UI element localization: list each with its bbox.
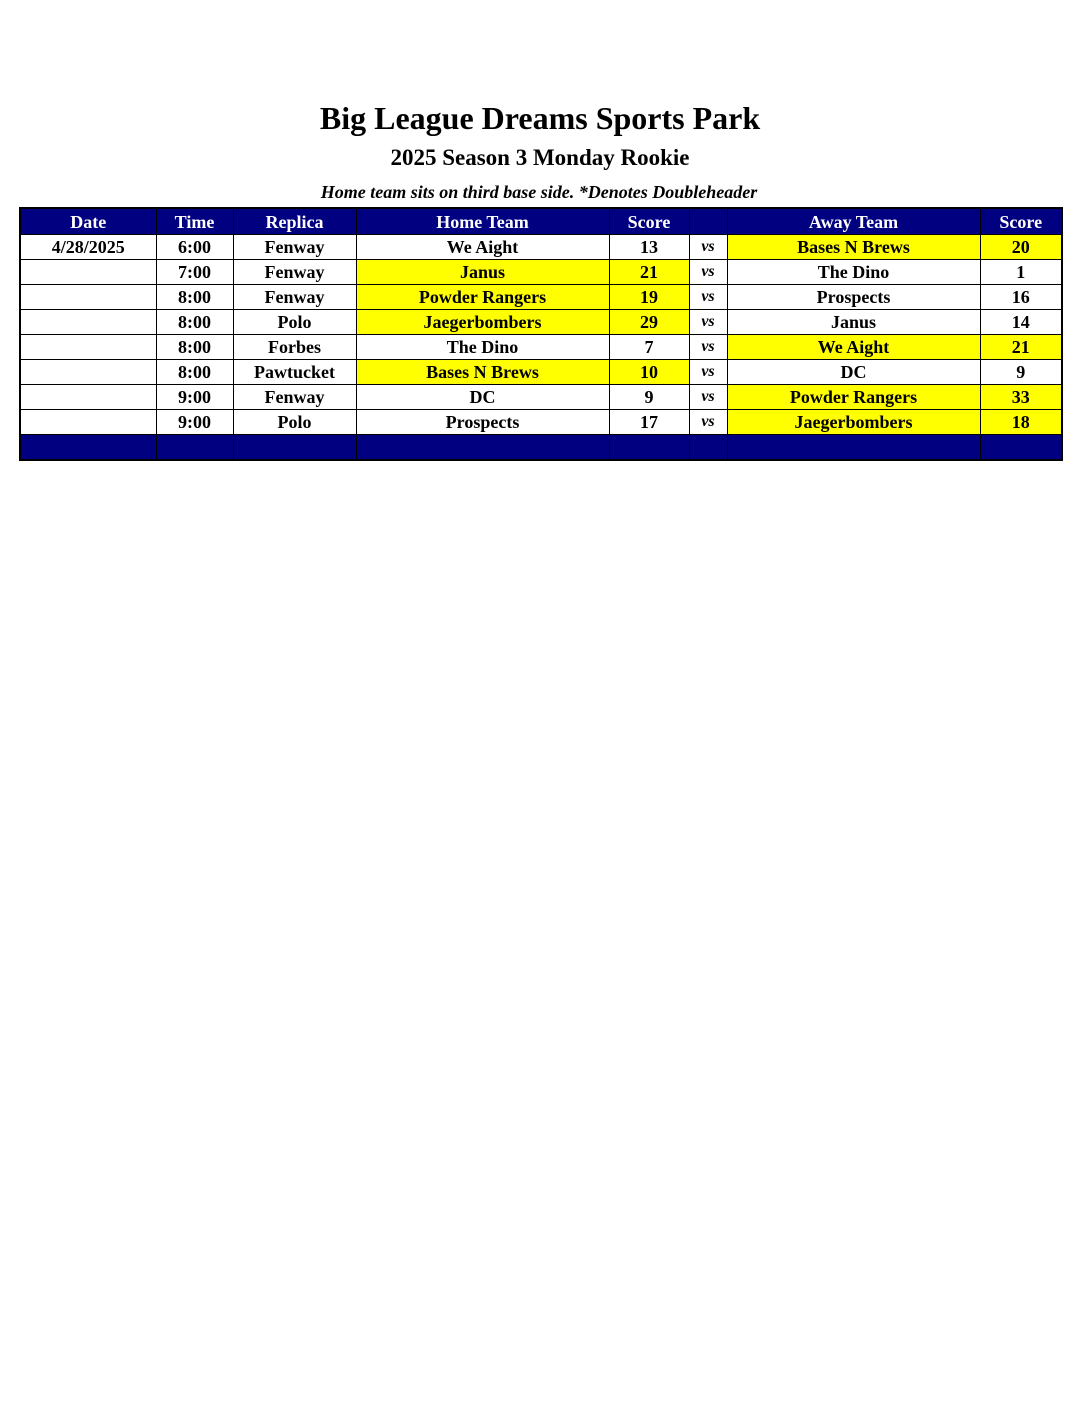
cell-home-score: 13 bbox=[609, 235, 689, 260]
cell-home-score: 9 bbox=[609, 385, 689, 410]
cell-away-team: The Dino bbox=[727, 260, 980, 285]
cell-vs: vs bbox=[689, 235, 727, 260]
cell-away-score: 14 bbox=[980, 310, 1062, 335]
schedule-table bbox=[19, 207, 1063, 461]
cell-date bbox=[20, 410, 156, 435]
page-subtitle: 2025 Season 3 Monday Rookie bbox=[390, 145, 690, 170]
cell-date: 4/28/2025 bbox=[20, 235, 156, 260]
footer-cell bbox=[233, 435, 356, 461]
cell-away-team: Prospects bbox=[727, 285, 980, 310]
table-row bbox=[20, 385, 1062, 410]
column-header-home-team: Home Team bbox=[356, 208, 609, 235]
page-title: Big League Dreams Sports Park bbox=[319, 100, 761, 136]
table-row bbox=[20, 360, 1062, 385]
cell-replica: Fenway bbox=[233, 260, 356, 285]
cell-away-score: 16 bbox=[980, 285, 1062, 310]
footer-cell bbox=[156, 435, 233, 461]
cell-time: 6:00 bbox=[156, 235, 233, 260]
footer-cell bbox=[980, 435, 1062, 461]
cell-time: 8:00 bbox=[156, 335, 233, 360]
cell-away-score: 18 bbox=[980, 410, 1062, 435]
cell-home-team: Janus bbox=[356, 260, 609, 285]
table-row bbox=[20, 335, 1062, 360]
cell-date bbox=[20, 260, 156, 285]
cell-home-score: 19 bbox=[609, 285, 689, 310]
cell-replica: Fenway bbox=[233, 285, 356, 310]
cell-away-score: 33 bbox=[980, 385, 1062, 410]
cell-date bbox=[20, 285, 156, 310]
cell-vs: vs bbox=[689, 360, 727, 385]
cell-date bbox=[20, 385, 156, 410]
cell-vs: vs bbox=[689, 260, 727, 285]
cell-away-score: 9 bbox=[980, 360, 1062, 385]
cell-time: 7:00 bbox=[156, 260, 233, 285]
cell-home-team: Prospects bbox=[356, 410, 609, 435]
cell-vs: vs bbox=[689, 385, 727, 410]
cell-away-score: 1 bbox=[980, 260, 1062, 285]
cell-time: 9:00 bbox=[156, 410, 233, 435]
column-header-vs bbox=[689, 208, 727, 235]
table-row bbox=[20, 260, 1062, 285]
cell-away-score: 21 bbox=[980, 335, 1062, 360]
cell-home-team: We Aight bbox=[356, 235, 609, 260]
cell-away-score: 20 bbox=[980, 235, 1062, 260]
cell-vs: vs bbox=[689, 335, 727, 360]
cell-away-team: Jaegerbombers bbox=[727, 410, 980, 435]
cell-date bbox=[20, 310, 156, 335]
cell-time: 9:00 bbox=[156, 385, 233, 410]
cell-away-team: Bases N Brews bbox=[727, 235, 980, 260]
cell-home-team: DC bbox=[356, 385, 609, 410]
table-row bbox=[20, 235, 1062, 260]
cell-home-team: The Dino bbox=[356, 335, 609, 360]
cell-replica: Fenway bbox=[233, 385, 356, 410]
table-row bbox=[20, 410, 1062, 435]
footer-cell bbox=[727, 435, 980, 461]
cell-home-score: 17 bbox=[609, 410, 689, 435]
cell-away-team: Powder Rangers bbox=[727, 385, 980, 410]
cell-time: 8:00 bbox=[156, 310, 233, 335]
cell-replica: Pawtucket bbox=[233, 360, 356, 385]
cell-home-score: 21 bbox=[609, 260, 689, 285]
table-footer-row bbox=[20, 435, 1062, 461]
table-row bbox=[20, 285, 1062, 310]
cell-date bbox=[20, 335, 156, 360]
cell-replica: Forbes bbox=[233, 335, 356, 360]
column-header-time: Time bbox=[156, 208, 233, 235]
cell-vs: vs bbox=[689, 310, 727, 335]
cell-time: 8:00 bbox=[156, 360, 233, 385]
cell-home-team: Powder Rangers bbox=[356, 285, 609, 310]
cell-replica: Polo bbox=[233, 410, 356, 435]
column-header-replica: Replica bbox=[233, 208, 356, 235]
cell-home-score: 10 bbox=[609, 360, 689, 385]
cell-away-team: Janus bbox=[727, 310, 980, 335]
cell-replica: Fenway bbox=[233, 235, 356, 260]
cell-time: 8:00 bbox=[156, 285, 233, 310]
table-row bbox=[20, 310, 1062, 335]
cell-replica: Polo bbox=[233, 310, 356, 335]
cell-away-team: DC bbox=[727, 360, 980, 385]
cell-home-team: Jaegerbombers bbox=[356, 310, 609, 335]
column-header-away-score: Score bbox=[980, 208, 1062, 235]
footer-cell bbox=[356, 435, 609, 461]
column-header-date: Date bbox=[20, 208, 156, 235]
column-header-away-team: Away Team bbox=[727, 208, 980, 235]
cell-home-team: Bases N Brews bbox=[356, 360, 609, 385]
table-header-row bbox=[20, 208, 1062, 235]
footer-cell bbox=[609, 435, 689, 461]
schedule-note: Home team sits on third base side. *Denotes Doubleheader bbox=[320, 182, 758, 202]
cell-away-team: We Aight bbox=[727, 335, 980, 360]
cell-date bbox=[20, 360, 156, 385]
cell-home-score: 29 bbox=[609, 310, 689, 335]
cell-vs: vs bbox=[689, 410, 727, 435]
cell-home-score: 7 bbox=[609, 335, 689, 360]
footer-cell bbox=[689, 435, 727, 461]
cell-vs: vs bbox=[689, 285, 727, 310]
footer-cell bbox=[20, 435, 156, 461]
column-header-home-score: Score bbox=[609, 208, 689, 235]
